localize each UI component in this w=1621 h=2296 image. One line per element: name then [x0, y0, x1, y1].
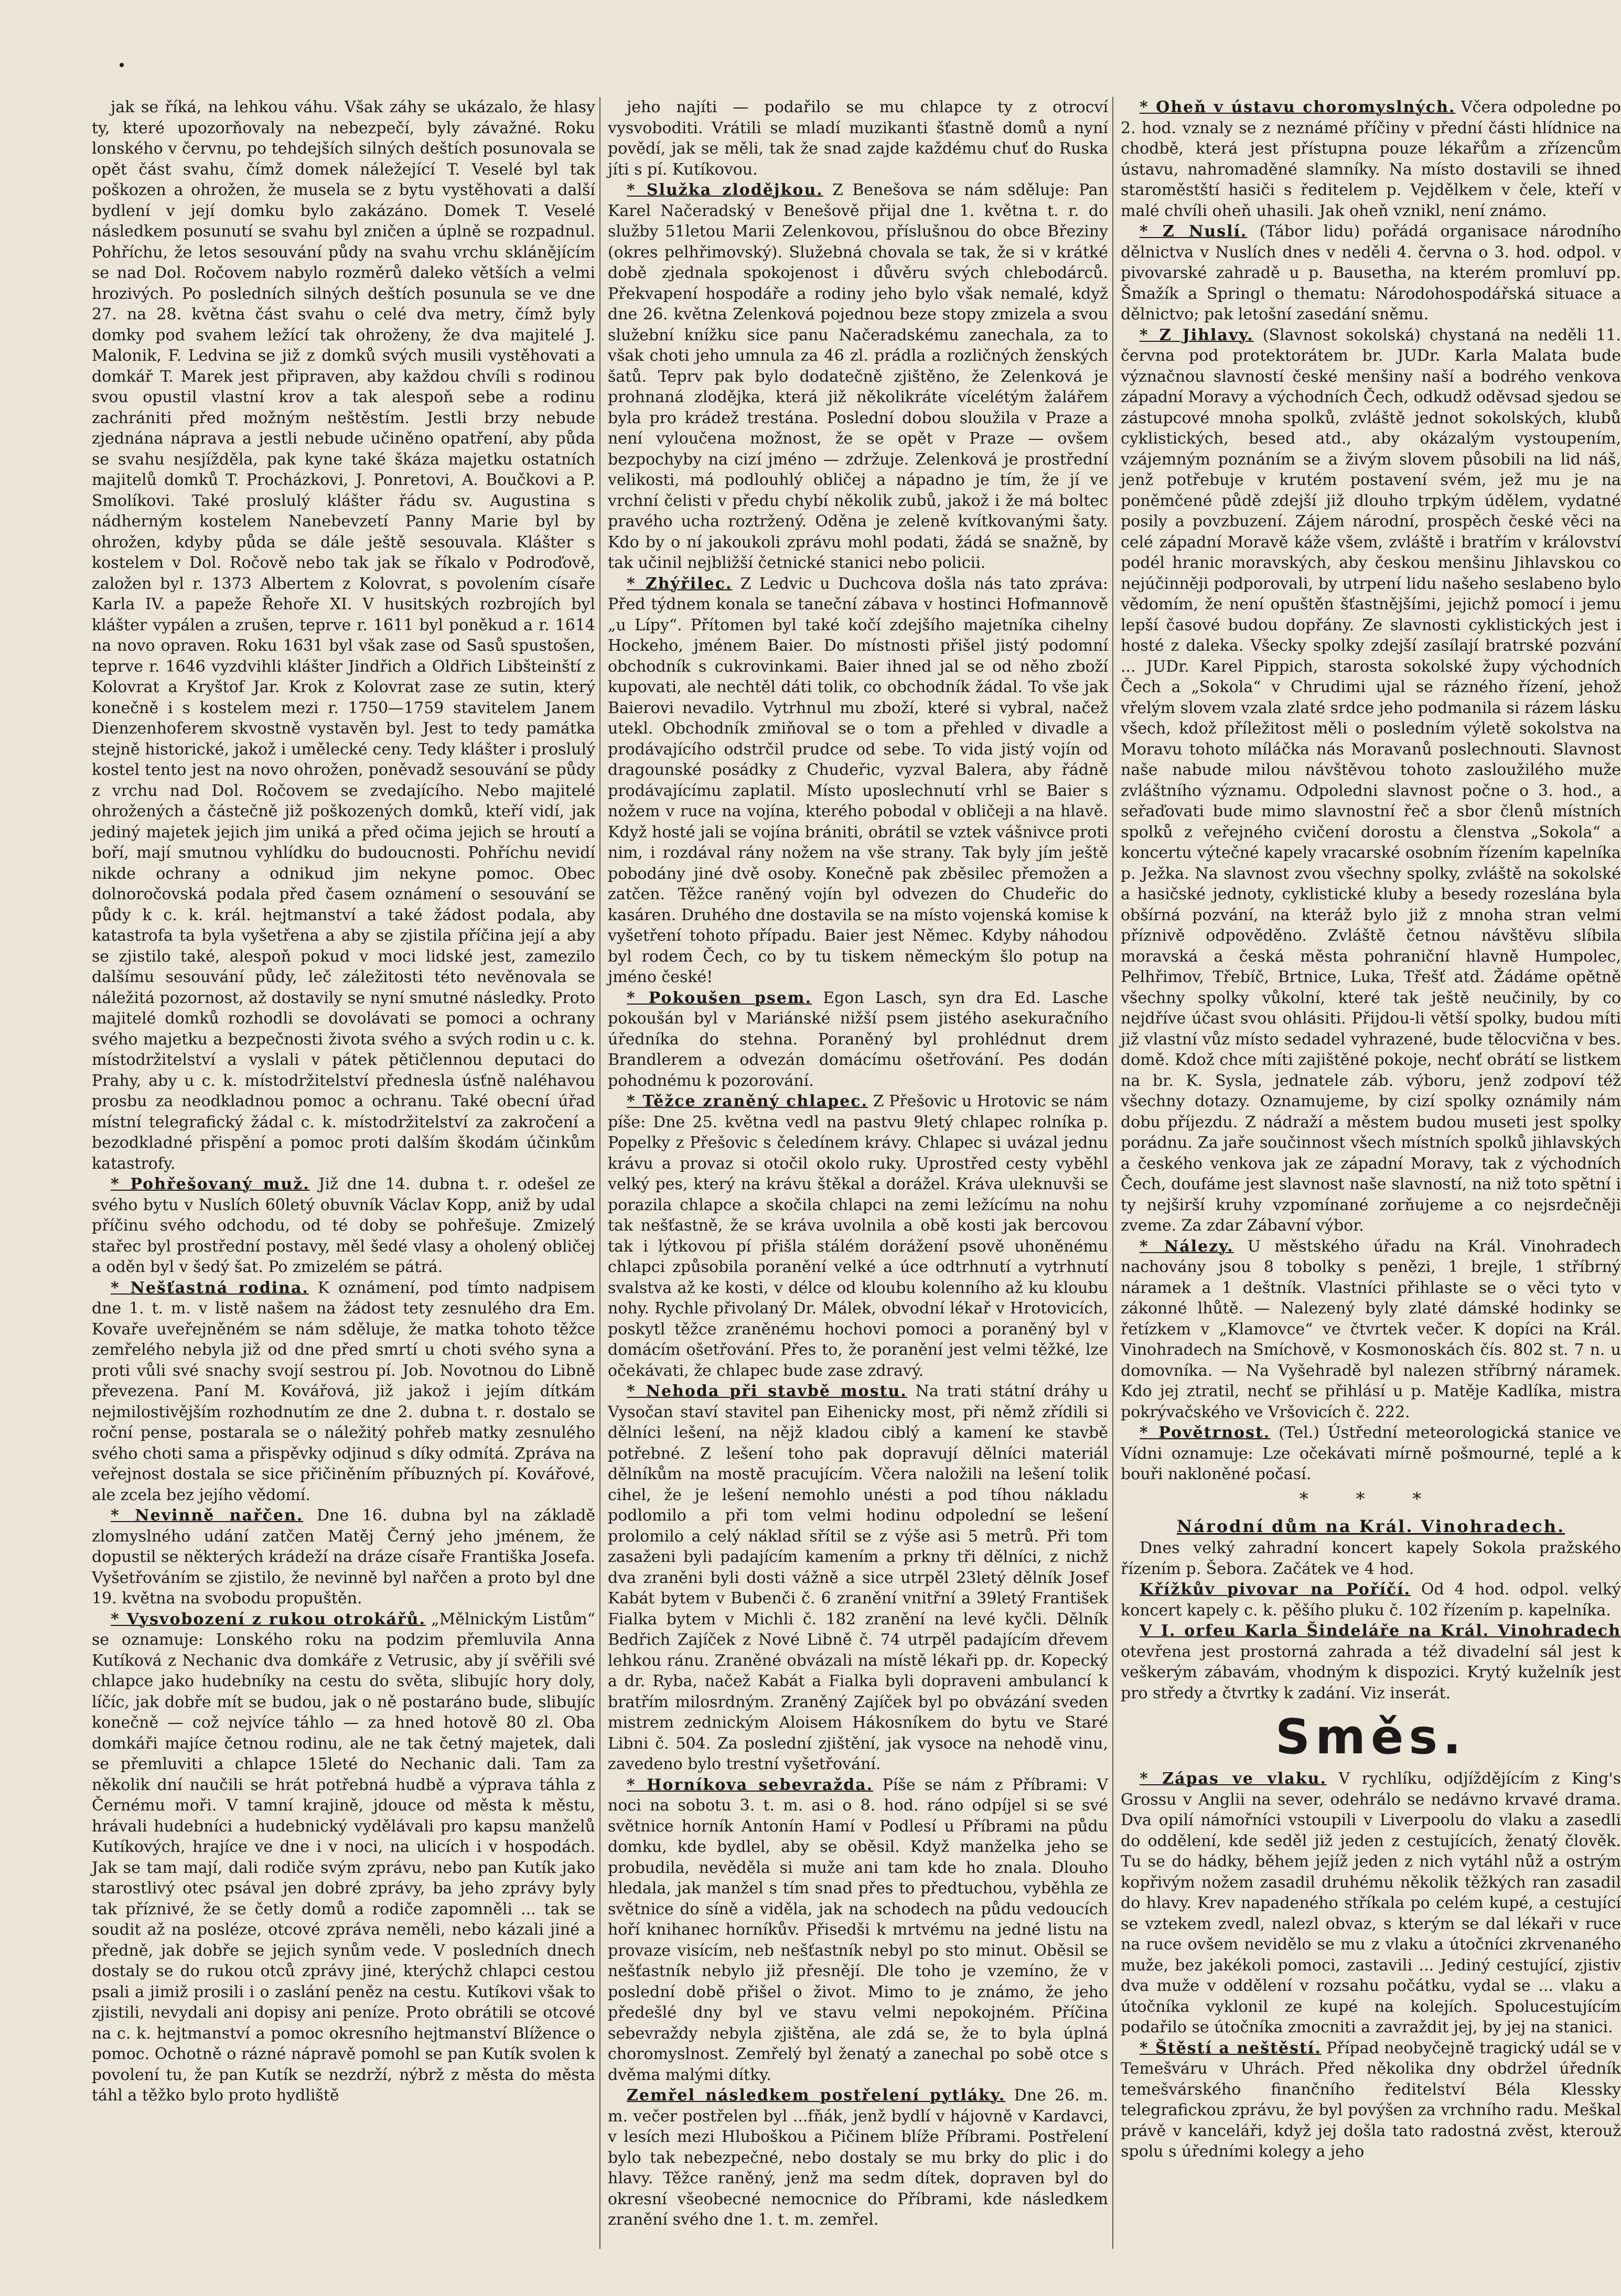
article-asylum-fire: * Oheň v ústavu choromyslných. Včera odpoledne po 2. hod. vznaly se z neznámé příčiny v přední části hlídnice na chodbě, která jest přístupna pouze lékařům a zřízencům ústavu, nahromaděné slamníky. Na místo dostavili se ihned staroměstští hasiči s ředitelem p. Vejdělkem v čele, kteří v malé chvíli oheň uhasili. Jak oheň vznikl, není známo. — [1121, 98, 1621, 220]
article-luck-misfortune: * Štěstí a neštěstí. Případ neobyčejně tragický udál se v Temešváru v Uhrách. Před několika dny obdržel úředník temešvárského finančního ředitelství Béla Klessky telegrafickou zprávu, že byl povýšen za vrchního radu. Meškal právě v kanceláři, když jej došla tato radostná zvěst, kterouž spolu s úředními kolegy a jeho — [1121, 2039, 1621, 2161]
print-speck — [120, 63, 124, 67]
article-headline: Zemřel následkem postřelení pytláky. — [627, 2086, 1006, 2105]
column-3 — [1118, 97, 1621, 2249]
article-headline: * Nálezy. — [1140, 1237, 1234, 1256]
notice-heading: Křížkův pivovar na Poříčí. — [1140, 1580, 1411, 1599]
notice-brewery: Křížkův pivovar na Poříčí. Od 4 hod. odpol. velký koncert kapely c. k. pěšího pluku č. 102 řízením p. kapelníka. — [1121, 1580, 1621, 1620]
article-headline: * Povětrnost. — [1140, 1424, 1271, 1442]
article-headline: * Služka zlodějkou. — [627, 181, 823, 199]
notice-orfeum: V I. orfeu Karla Šindeláře na Král. Vinohradech otevřena jest prostorná zahrada a též divadelní sál jest k veškerým zábavám, vhodným k dispozici. Krytý kuželník jest pro středy a čtvrtky k zadání. Viz inserát. — [1121, 1622, 1621, 1702]
article-headline: * Z Jihlavy. — [1140, 326, 1254, 344]
article-rake: * Zhýřilec. Z Ledvic u Duchcova došla nás tato zpráva: Před týdnem konala se taneční zábava v hostinci Hofmannově „u Lípy“. Přítomen byl také kočí zdejšího majetníka cihelny Hockeho, jménem Baier. Do místnosti přišel jistý podomní obchodník s cukrovinkami. Baier ihned jal se od něho zboží kupovati, ale nechtěl dáti tolik, co obchodník žádal. To vše jak Baierovi nevadilo. Vytrhnul mu zboží, které si vybral, načež utekl. Obchodník zmiňoval se o tom a přehled v divadle a prodávajícího odstrčil prudce od sebe. To vida jistý vojín od dragounské posádky z Chudeřic, vyzval Balera, aby řádně prodávajícímu zaplatil. Místo uposlechnutí vrhl se Baier s nožem v ruce na vojína, kterého pobodal v obličeji a na hlavě. Když hosté jali se vojína brániti, obrátil se vztek vášnivce proti nim, i rozdával rány nožem na vše strany. Tak byly jím ještě pobodány jiné dvě osoby. Konečně pak zběsilec přemožen a zatčen. Těžce raněný vojín byl odvezen do Chudeřic do kasáren. Druhého dne dostavila se na místo vojenská komise k vyšetření tohoto případu. Baier jest Němec. Kdyby náhodou byl rodem Čech, co by tu tiskem německým šlo potup na jméno české! — [608, 574, 1108, 986]
column-1 — [92, 97, 595, 2249]
article-headline: * Horníkova sebevražda. — [627, 1775, 874, 1794]
article-bridge-accident: * Nehoda při stavbě mostu. Na trati státní dráhy u Vysočan staví stavitel pan Eihenicky most, při němž zřídili si dělníci lešení, na nějž kladou ciblý a kamení ke stavbě potřebné. Z lešení toho pak dopravují dělníci materiál dělníkům na mostě pracujícím. Včera naložili na lešení tolik cihel, že je lešení nemohlo unésti a pod tíhou nákladu podlomilo a při tom velmi hodinu odpolední se lešení prolomilo a celý náklad sřítil se z výše asi 5 metrů. Při tom zasaženi byli padajícím kamením a prkny tři dělníci, z nichž dva zraněni byli dosti vážně a sice utrpěl 23letý dělník Josef Kabát bytem v Bubenči č. 6 zranění vnitřní a 39letý František Fialka bytem v Michli č. 182 zranění na levé kyčli. Dělník Bedřich Zajíček z Nové Libně č. 74 utrpěl padajícím dřevem lehkou ránu. Zraněné obvázali na místě lékaři pp. dr. Kopecký a dr. Ryba, načež Kabát a Fialka byli dopraveni ambulancí k bratřím milosrdným. Zraněný Zajíček byl po obvázání sveden mistrem zednickým Aloisem Hákosníkem do bytu ve Staré Libni č. 504. Za poslední zjištění, jak vysoce na nehodě vinu, zavedeno bylo trestní vyšetřování. — [608, 1382, 1108, 1773]
columns — [92, 97, 1621, 2249]
notice-heading: Národní dům na Král. Vinohradech. — [1176, 1516, 1565, 1536]
article-dog-bite: * Pokoušen psem. Egon Lasch, syn dra Ed. Lasche pokoušán byl v Mariánské nižší psem jistého asekuračního úředníka do stehna. Poraněný byl prohlédnut drem Brandlerem a odvezán domácímu ošetřování. Pes dodán pohodnému k pozorování. — [608, 988, 1108, 1090]
article-hillside: jak se říká, na lehkou váhu. Však záhy se ukázalo, že hlasy ty, které upozorňovaly na nebezpečí, byly závažné. Roku lonského v červnu, po tehdejších silných deštích posunovala se opět část svahu, čímž domek náležející T. Veselé byl tak poškozen a ohrožen, že musela se z bytu vystěhovati a další bydlení v její domku bylo zakázáno. Domek T. Veselé následkem posunutí se svahu byl zničen a úplně se rozpadnul. Pohříchu, že letos sesouvání půdy na svahu vrchu sklánějícím se nad Dol. Ročovem nabylo rozměrů daleko větších a velmi hrozivých. Po posledních silných deštích posunula se ve dne 27. na 28. května část svahu o celé dva metry, čímž byly domky pod svahem ležící tak ohroženy, že dva majitelé J. Malonik, F. Ledvina se již z domků svých musili vystěhovati a domkář T. Marek jest připraven, aby každou chvíli s rodinou svou opustil vlastní krov a tak alespoň sebe a rodinu zachrániti před možným neštěstím. Jestli brzy nebude zjednána náprava a jestli nebude učiněno opatření, aby půda se svahu nesjížděla, pak kyne také škáza majetku ostatních majitelů domků T. Procházkovi, J. Ponretovi, A. Boučkovi a P. Smolíkovi. Také proslulý klášter řádu sv. Augustina s nádherným kostelem Nanebevzetí Panny Marie byl by ohrožen, kdyby půda se dále ještě sesouvala. Klášter s kostelem v Dol. Ročově nebo tak jak se říkalo v Podroďově, založen byl r. 1373 Albertem z Kolovrat, s povolením císaře Karla IV. a papeže Řehoře XI. V husitských rozbrojích byl klášter vypálen a zrušen, teprve r. 1611 byl poněkud a r. 1614 na novo opraven. Roku 1631 byl však zase od Sasů spustošen, teprve r. 1646 vyzdvihli klášter Jindřich a Oldřich Libšteinští z Kolovrat a Kryštof Jar. Krok z Kolovrat zase ze sutin, který konečně i s kostelem mezi r. 1750—1759 stavitelem Janem Dienzenhoferem skvostně vystavěn byl. Jest to tedy památka stejně historické, jakož i umělecké ceny. Tedy klášter i proslulý kostel tento jest na novo ohrožen, poněvadž sesouvání se půdy z vrchu nad Dol. Ročovem se zvedajícího. Nebo majitelé ohrožených a částečně již poškozených domků, kteří vidí, jak jediný majetek jejich jim uniká a před očima jejich se hroutí a boří, mají smutnou vyhlídku do budoucnosti. Pohříchu nevidí nikde ochrany a odnikud jim nekyne pomoc. Obec dolnoročovská podala před časem oznámení o sesouvání se půdy k c. k. král. hejtmanství a také žádost podala, aby katastrofa ta byla vyšetřena a aby se zjistila příčina její a aby se zjistilo také, alespoň pokud v moci lidské jest, zamezilo dalšímu sesouvání půdy, leč záležitosti této nevěnovala se náležitá pozornost, až dostavily se nyní smutné následky. Proto majitelé domků rozhodli se dovolávati se pomoci a ochrany svého majetku a bezpečnosti života svého a svých rodin u c. k. místodržitelství a vyslali v pátek pětičlennou deputaci do Prahy, aby u c. k. místodržitelství přednesla úsťně naléhavou prosbu za neodkladnou pomoc a ochranu. Také obecní úřad místní telegrafický žádal c. k. místodržitelství za zakročení a bezodkladné přispění a pomoc proti dalším škodám účinkům katastrofy. — [92, 98, 595, 1173]
article-nusle: * Z Nuslí. (Tábor lidu) pořádá organisace národního dělnictva v Nuslích dnes v neděli 4. června o 3. hod. odpol. v pivovarské zahradě u p. Bausetha, na kterém promluví pp. Šmažík a Springl o thematu: Národohospodářská situace a dělnictvo; pak letošní zasedání sněmu. — [1121, 222, 1621, 324]
article-headline: * Pokoušen psem. — [627, 988, 812, 1007]
article-maid-thief: * Služka zlodějkou. Z Benešova se nám sděluje: Pan Karel Načeradský v Benešově přijal dne 1. května t. r. do služby 51letou Marii Zelenkovou, příslušnou do obce Březiny (okres pelhřimovský). Služebná chovala se tak, že si v krátké době zjednala spokojenost i důvěru svých chlebodárců. Překvapení hospodáře a rodiny jeho bylo však nemalé, když dne 26. května Zelenková pojednou beze stopy zmizela a svou služební knížku sice panu Načeradskému zanechala, za to však choti jeho umnula za 46 zl. prádla a rozličných ženských šatů. Teprv pak bylo dodatečně zjištěno, že Zelenková je prohnaná zlodějka, která již několikráte vícelétým žalářem byla pro krádež trestána. Poslední dobou sloužila v Praze a není vyloučena možnost, že se opět v Praze — ovšem bezpochyby na cizí jméno — zdržuje. Zelenková je prostřední velikosti, má podlouhlý obličej a nápadno je tím, že jí ve vrchní čelisti v předu chybí několik zubů, jakož i že má boltec pravého ucha roztržený. Oděna je zeleně kvítkovanými šaty. Kdo by o ní jakoukoli zprávu mohl podati, žádá se snažně, by tak učinil nejbližší četnické stanici nebo policii. — [608, 181, 1108, 572]
article-headline: * Těžce zraněný chlapec. — [627, 1092, 868, 1111]
article-continued: jeho najíti — podařilo se mu chlapce ty z otrocví vysvoboditi. Vrátili se mladí muzikanti šťastně domů a nyní povědí, jak se měli, tak že snad zajde každému chuť do Ruska jíti s pí. Kutíkovou. — [608, 98, 1108, 179]
article-injured-boy: * Těžce zraněný chlapec. Z Přešovic u Hrotovic se nám píše: Dne 25. května vedl na pastvu 9letý chlapec rolníka p. Popelky z Přešovic s čeledínem krávy. Chlapec si uvázal jednu krávu a provaz si otočil okolo ruky. Uprostřed cesty vyběhl velký pes, který na krávu štěkal a dorážel. Kráva uleknuvši se porazila chlapce a skočila chlapci na zemi ležícímu na nohu tak nešťastně, že se kráva uvolnila a obě kosti jak bercovou tak i lýtkovou pí přišla stálém dorážení psově uhoněnému chlapci způsobila poranění velké a úce odtrhnutí a vytrhnutí svalstva až ke kosti, v délce od kloubu kolenního až ku kloubu nohy. Rychle přivolaný Dr. Málek, obvodní lékař v Hrotovicích, poskytl těžce zraněnému hochovi pomoci a poraněný byl v domácím ošetřování. Přes to, že poranění jest velmi těžké, lze očekávati, že chlapec bude zase zdravý. — [608, 1092, 1108, 1380]
article-train-fight: * Zápas ve vlaku. V rychlíku, odjíždějícím z King's Grossu v Anglii na sever, odehrálo se nedávno krvavé drama. Dva opilí námořníci vstoupili v Liverpoolu do vlaku a zasedli do oddělení, kde seděl již jeden z cestujících, ženatý člověk. Tu se do hádky, během jejíž jeden z nich vytáhl nůž a ostrým kopřivým nožem zasadil druhému několik těžkých ran zasadil do hlavy. Krev napadeného stříkala po celém kupé, a cestující se vztekem zvedl, nalezl obvaz, s kterým se dal lékaři v ruce na ruce ovšem nevidělo se mu z vlaku a útočníci zkrvenaného muže, bez jakékoli pomoci, zastavili ... Jediný cestující, zjistiv dva muže v oddělení v rozsahu počátku, vydal se ... vlaku a útočníka vyklonil ze kupé na kolejích. Spolucestujícím podařilo se útočníka zmocniti a zavraždit jej, by jej na stanici. — [1121, 1770, 1621, 2036]
article-headline: * Zhýřilec. — [627, 574, 733, 593]
article-headline: * Nevinně nařčen. — [111, 1506, 304, 1525]
article-found-items: * Nálezy. U městského úřadu na Král. Vinohradech nachovány jsou 8 tobolky s penězi, 1 brejle, 1 stříbrný náramek a 1 deštník. Vlastníci přihlaste se o věci tyto v zákonné lhůtě. — Nalezený byly zlaté dámské hodinky se řetízkem v „Klamovce“ ve čtvrtek večer. K dopíci na Král. Vinohradech na Smíchově, v Kosmonoskách čís. 802 st. 7 n. u domovníka. — Na Vyšehradě byl nalezen stříbrný náramek. Kdo jej ztratil, nechť se přihlásí u p. Matěje Kadlíka, mistra pokrývačského ve Vršovicích č. 222. — [1121, 1237, 1621, 1421]
article-poacher-shot: Zemřel následkem postřelení pytláky. Dne 26. m. m. večer postřelen byl ...fňák, jenž bydlí v hájovně v Kardavci, v lesích mezi Hluboškou a Pičinem blíže Příbrami. Postřelení bylo tak nebezpečné, nebo dostaly se mu brky do plic i do hlavy. Těžce raněný, jenž ma sedm dítek, dopraven byl do okresní všeobecné nemocnice do Příbrami, kde následkem zranění svého dne 1. t. m. zemřel. — [608, 2086, 1108, 2229]
notice-heading: V I. orfeu Karla Šindeláře na Král. Vinohradech — [1140, 1622, 1621, 1640]
section-separator: * * * — [1299, 1488, 1443, 1510]
article-missing-man: * Pohřešovaný muž. Již dne 14. dubna t. r. odešel ze svého bytu v Nuslích 60letý obuvník Václav Kopp, aniž by udal příčinu svého odchodu, od té doby se pohřešuje. Zmizelý stařec byl prostřední postavy, měl šedé vlasy a oholený obličej a oděn byl v šedý šat. Po zmizelém se pátrá. — [92, 1175, 595, 1276]
article-headline: * Nehoda při stavbě mostu. — [627, 1382, 907, 1400]
article-headline: * Zápas ve vlaku. — [1140, 1770, 1327, 1788]
notice-text: Dnes velký zahradní koncert kapely Sokola pražského řízením p. Šebora. Začátek ve 4 hod. — [1121, 1539, 1621, 1578]
article-unhappy-family: * Nešťastná rodina. K oznámení, pod tímto nadpisem dne 1. t. m. v listě našem na žádost tety zesnulého dra Em. Kovaře uveřejněném se nám sděluje, že matka tohoto těžce zemřelého nebyla již od dne před smrtí u choti svého syna a proti vůli své snachy svojí sestrou pí. Job. Novotnou do Libně převezena. Paní M. Kovářová, již jakož i jejím dítkám nejmilostivějším rozhodnutím ze dne 2. dubna t. r. dostalo se roční pense, postarala se o náležitý pohřeb matky zesnulého svého choti sama a přispěvky odjinud s díky odmítá. Zpráva na veřejnost dostala se sice přičiněním příbuzných pí. Kovářové, ale zcela bez jejího vědomí. — [92, 1278, 595, 1504]
article-headline: * Oheň v ústavu choromyslných. — [1140, 98, 1456, 116]
article-headline: * Vysvobození z rukou otrokářů. — [111, 1610, 426, 1629]
article-jihlava: * Z Jihlavy. (Slavnost sokolská) chystaná na neděli 11. června pod protektorátem br. JUDr. Karla Malata bude význačnou slavností české menšiny naší a bodrého venkova západní Moravy a východních Čech, odkudž oděvsad sjedou se zástupcové mnoha spolků, zvláště jednot sokolských, klubů cyklistických, besed atd., aby okázalým vystoupením, vzájemným poznáním se a živým slovem působili na lid náš, jenž potřebuje v krutém postavení svém, jež mu je na poněmčené půdě zdejší již dlouho trpkým údělem, vydatné posily a povzbuzení. Zájem národní, prospěch české věci na celé západní Moravě káže všem, zvláště i bratřím v království podél hranic moravských, aby českou menšinu Jihlavskou co nejúčinněji podporovali, by utrpení lidu našeho seslabeno bylo vědomím, že není opuštěn šťastnějšími, jejichž pomocí i jemu lepší časové budou dopřány. Ze slavnosti cyklistických jest i hosté z daleka. Všecky spolky zdejší zasílají bratrské pozvání ... JUDr. Karel Pippich, starosta sokolské župy východních Čech a „Sokola“ v Chrudimi ujal se rázného řízení, jehož vřelým slovem vzala zlaté srdce jeho podmanila si rázem lásku všech, kdož příležitost měli o posledním výletě sokolstva na Moravu tohoto míláčka nás Moravanů poslechnouti. Slavnost naše nabude milou návštěvou tohoto zasloužilého muže zvláštního významu. Odpoledni slavnost počne o 3. hod., a seřaďovati bude mimo slavnostní řeč a sbor členů místních spolků z veřejného cvičení dorostu a členstva „Sokola“ a koncertu výtečné kapely vracarské osobním řízením kapelníka p. Ježka. Na slavnost zvou všechny spolky, zvláště na sokolské a hasičské jednoty, cyklistické kluby a besedy rozeslána byla obšírná pozvání, na kteráž bylo již z mnoha stran velmi příznivě odpověděno. Zvláště četnou návštěvu slíbila moravská a česká města pohraniční hlavně Humpolec, Pelhřimov, Třebíč, Brtnice, Luka, Třešť atd. Žádáme opětně všechny spolky vůkolní, které tak ještě neučinily, by co nejdříve účast svou ohlásiti. Přijdou-li větší spolky, budou míti již vlastní vůz místo sedadel vyhrazené, bude tělocvična v bes. domě. Kdož chce míti zajištěné pokoje, nechť obrátí se listkem na br. K. Sysla, jednatele záb. výboru, jenž zodpoví též všechny dotazy. Oznamujeme, by cizí spolky oznámily nám dobu příjezdu. Z nádraží a městem budou museti jest spolky porádnu. Za jaře součinnost všech místních spolků jihlavských a českého venkova jak ze západní Moravy, tak z východních Čech, doufáme jest slavnost naše slavností, na niž toto spětní i ty nejširší kruhy vzpomínané zorňujeme a co nejsrdečněji zveme. Za zdar Zábavní výbor. — [1121, 326, 1621, 1235]
article-miner-suicide: * Horníkova sebevražda. Píše se nám z Příbrami: V noci na sobotu 3. t. m. asi o 8. hod. ráno odpíjel si se své světnice horník Antonín Hamí v Podlesí u Příbrami na půdu domku, kde bydlel, aby se oběsil. Když manželka jeho se probudila, nevěděla si muže ani tam kde ho znala. Dlouho hledala, jak manžel s tím snad přes to předtuchou, vyběhla ze světnice do síně a viděla, jak na schodech na půdu vedoucích hoří knihanec horníkův. Přisedši k mrtvému na jedné listu na provaze visícím, neb nešťastník nebyl po sto minut. Oběsil se nešťastník nebylo již přesnějí. Dle toho je vzemíno, že v poslední době přišel o život. Mimo to je známo, že jeho předešlé dny byl ve stavu velmi nepokojném. Příčina sebevraždy nebyla zjištěna, ale zdá se, že to byla úplná choromyslnost. Zemřelý byl ženatý a zanechal po sobě otce s dvěma malými dítky. — [608, 1775, 1108, 2084]
article-falsely-accused: * Nevinně nařčen. Dne 16. dubna byl na základě zlomyslného udání zatčen Matěj Černý jeho jménem, že dopustil se některých krádeží na dráze císaře Františka Josefa. Vyšetřováním se zjistilo, že nevinně byl nařčen a proto byl dne 19. května na svobodu propuštěn. — [92, 1506, 595, 1608]
article-weather: * Povětrnost. (Tel.) Ústřední meteorologická stanice ve Vídni oznamuje: Lze očekávati mírně pošmourné, teplé a k bouři nakloněné počasí. — [1121, 1424, 1621, 1483]
section-title-smes: Směs. — [1275, 1709, 1467, 1765]
article-rescued-boys: * Vysvobození z rukou otrokářů. „Mělnickým Listům“ se oznamuje: Lonského roku na podzim přemluvila Anna Kutíková z Nechanic dva domkáře z Vetrusic, aby jí svěřili své chlapce jako hudebníky na cestu do světa, slibujíc hory doly, líčíc, jak dobře mít se budou, jak o ně postaráno bude, slibujíc konečně — což nejvíce táhlo — za hned hotově 80 zl. Oba domkáři majíce četnou rodinu, ale ne tak četný majetek, dali se přemluviti a chlapce 15leté do Nechanic dali. Tam za několik dní naučili se hrát potřebná hudbě a výprava táhla z Černému moři. V tamní krajině, jdouce od města k městu, hrávali hudebníci a hudebnický vydělávali pro kapsu manželů Kutíkových, hrajíce ve dne i v noci, na ulicích i v hospodách. Jak se tam mají, dali rodiče svým zprávu, nebo pan Kutík jako starostlivý otec psával jen dobré zprávy, ba jeho zprávy byly tak příznivé, že se četly domů a rodiče zapomněli ... tak se soudit až na posléze, otcové zpráva neměli, nebo kázali jiné a předně, jak dobře se jejich synům vede. V posledních dnech dostaly se do rukou otců zprávy jiné, kterýchž chlapci cestou psali a jimiž prosili i o zaslání peněz na cestu. Kutíkovi však to zjistili, nevydali ani dopisy ani peníze. Proto obrátili se otcové na c. k. hejtmanství a pomoc okresního hejtmanství Blížence o pomoc. Ochotně o rázné nápravě pomohl se pan Kutík svolen k povolení tu, že pan Kutík se nezdrží, nýbrž z města do města táhl a těžko bylo proto hydliště — [92, 1610, 595, 2105]
column-2 — [605, 97, 1108, 2249]
article-headline: * Pohřešovaný muž. — [111, 1175, 310, 1193]
article-headline: * Štěstí a neštěstí. — [1140, 2039, 1322, 2057]
article-headline: * Nešťastná rodina. — [111, 1278, 309, 1297]
article-headline: * Z Nuslí. — [1140, 222, 1248, 241]
